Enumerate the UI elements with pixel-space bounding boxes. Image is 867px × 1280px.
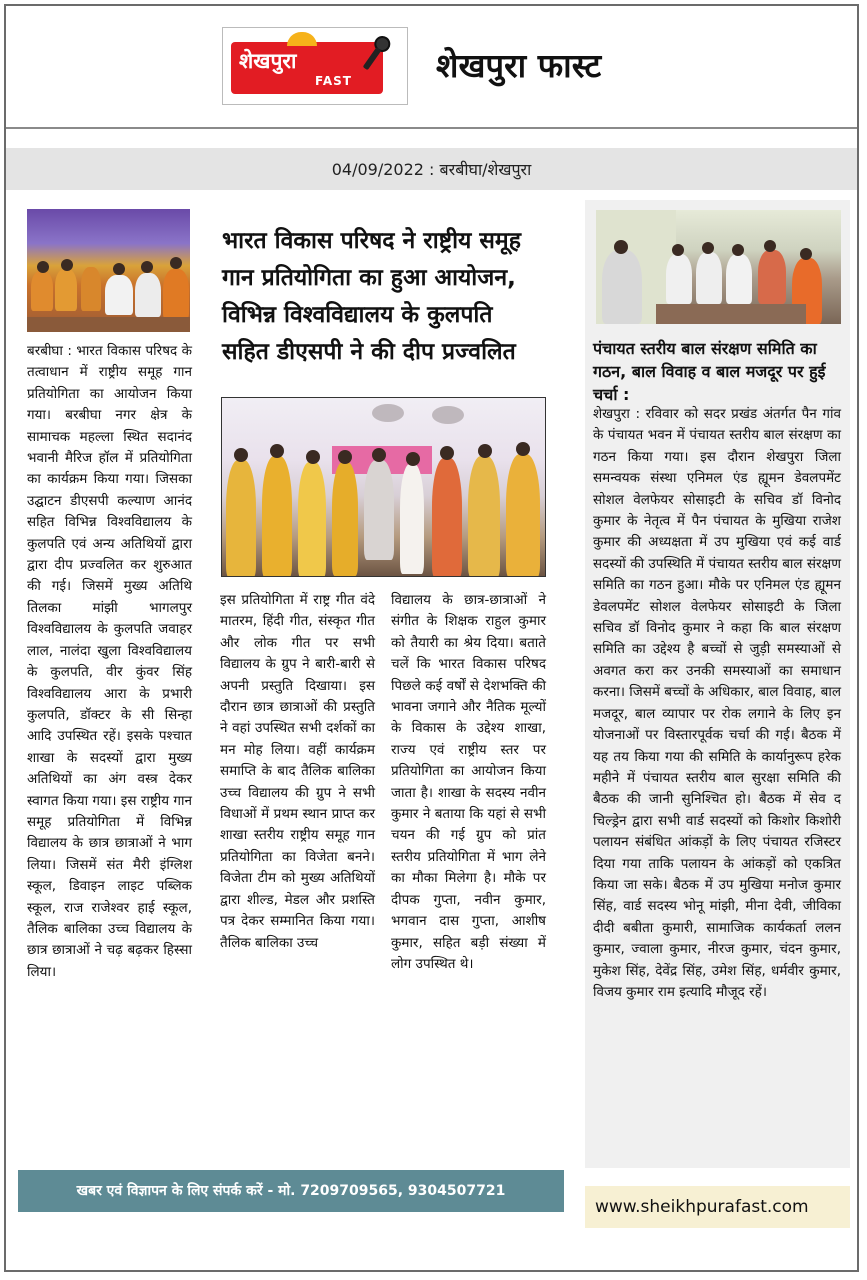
sun-icon (287, 32, 317, 46)
website-link[interactable]: www.sheikhpurafast.com (595, 1197, 809, 1217)
left-article-body: बरबीघा : भारत विकास परिषद के तत्वाधान में राष्ट्रीय समूह गान प्रतियोगिता का आयोजन किया गया। बरबीघा नगर क्षेत्र के सामाचक महल्ला स्थित सदानंद भवानी मैरिज हॉल में प्रतियोगिता का कार्यक्रम किया गया। जिसका उद्घाटन डीएसपी कल्याण आनंद सहित विभिन्न विश्वविद्यालय के कुलपति एवं अन्य अतिथियों द्वारा द्वारा दीप प्रज्वलित कर शुरुआत की गई। जिसमें मुख्य अतिथि तिलका मांझी भागलपुर विश्वविद्यालय के कुलपति जवाहर लाल, नालंदा खुला विश्वविद्यालय के कुलपति, वीर कुंवर सिंह विश्वविद्यालय आरा के प्रभारी कुलपति, डॉक्टर के सी सिन्हा आदि उपस्थित रहें। इसके पश्चात शाखा के सदस्यों द्वारा मुख्य अतिथियों का अंग वस्त्र देकर स्वागत किया गया। इस राष्ट्रीय गान समूह प्रतियोगिता में विभिन्न विद्यालय के छात्र छात्राओं ने भाग लिया। जिसमें संत मैरी इंग्लिश स्कूल, डिवाइन लाइट पब्लिक स्कूल, राज राजेश्वर हाई स्कूल, तैलिक बालिका उच्च विद्यालय के छात्र छात्राओं ने चढ़ बढ़कर हिस्सा लिया। (27, 343, 192, 980)
main-article-column-1: इस प्रतियोगिता में राष्ट्र गीत वंदे मातरम, हिंदी गीत, संस्कृत गीत और लोक गीत पर सभी विद्यालय के ग्रुप ने बारी-बारी से अपनी प्रस्तुति दिखाया। इस दौरान छात्र छात्राओं की प्रस्तुति ने वहां उपस्थित सभी दर्शकों का मन मोह लिया। वहीं कार्यक्रम समाप्ति के बाद तैलिक बालिका उच्च विद्यालय की ग्रुप ने सभी विधाओं में प्रथम स्थान प्राप्त कर शाखा स्तरीय राष्ट्रीय समूह गान प्रतियोगिता का विजेता बनने। विजेता टीम को मुख्य अतिथियों द्वारा शील्ड, मेडल और प्रशस्ति पत्र देकर सम्मानित किया गया। तैलिक बालिका उच्च (220, 592, 375, 951)
right-article-photo (596, 210, 841, 324)
masthead-divider (6, 127, 857, 129)
main-article-column-2: विद्यालय के छात्र-छात्राओं ने संगीत के शिक्षक राहुल कुमार को तैयारी का श्रेय दिया। बताते चलें कि भारत विकास परिषद पिछले कई वर्षों से देशभक्ति की भावना जगाने और नैतिक मूल्यों के विकास के उद्देश्य शाखा, राज्य एवं राष्ट्रीय स्तर पर प्रतियोगिता का आयोजन किया जाता है। शाखा के सदस्य नवीन कुमार ने बताया कि यहां से सभी चयन की गई ग्रुप को प्रांत स्तरीय प्रतियोगिता में भाग लेने का मौका मिलेगा है। मौके पर दीपक गुप्ता, नवीन कुमार, भगवान दास गुप्ता, आशीष कुमार, सहित बड़ी संख्या में लोग उपस्थित थे। (391, 592, 546, 972)
right-article-body: शेखपुरा : रविवार को सदर प्रखंड अंतर्गत पैन गांव के पंचायत भवन में पंचायत स्तरीय बाल संरक्षण का गठन किया गया। इस दौरान शेखपुरा जिला समन्वयक संस्था एनिमल एंड ह्यूमन डेवलपमेंट सोशल वेलफेयर सोसाइटी के सचिव डॉ विनोद कुमार के नेतृत्व में पैन पंचायत के मुखिया राजेश कुमार की अध्यक्षता में उप मुखिया एवं कई वार्ड सदस्यों की उपस्थिति में पंचायत स्तरीय बाल संरक्षण समिति का गठन हुआ। मौके पर एनिमल एंड ह्यूमन डेवलपमेंट सोशल वेलफेयर सोसाइटी के जिला सचिव डॉ विनोद कुमार ने कहा कि बाल संरक्षण समिति का उद्देश्य है बच्चों से जुड़ी समस्याओं से अवगत करा कर उनकी समस्याओं का समाधान करना। जिसमें बच्चों के अधिकार, बाल विवाह, बाल मजदूर, बाल व्यापार पर रोक लगाने के लिए इन योजनाओं पर विस्तारपूर्वक चर्चा की गई। बैठक में यह तय किया गया की समिति के कार्यानुरूप हरेक महीने में पंचायत स्तरीय बाल सुरक्षा समिति की बैठक की जानी सुनिश्चित हो। बैठक में सेव द चिल्ड्रेन द्वारा सभी वार्ड सदस्यों को किशोर किशोरी पलायन संबंधित आंकड़ों के लिए पंचायत रजिस्टर दिया गया ताकि पलायन के आंकड़ों को एकत्रित किया जा सके। बैठक में उप मुखिया मनोज कुमार सिंह, वार्ड सदस्य भोनू मांझी, मीना देवी, जीविका दीदी बबीता कुमारी, सामाजिक कार्यकर्ता ललन कुमार, ज्वाला कुमार, नीरज कुमार, चंदन कुमार, मुकेश सिंह, देवेंद्र सिंह, उमेश सिंह, धर्मवीर कुमार, विजय कुमार राम इत्यादि मौजूद रहें। (593, 406, 841, 1000)
left-article-photo (27, 209, 190, 332)
main-headline: भारत विकास परिषद ने राष्ट्रीय समूह गान प्रतियोगिता का हुआ आयोजन, विभिन्न विश्वविद्यालय के कुलपति सहित डीएसपी ने की दीप प्रज्वलित (222, 228, 521, 365)
contact-band (18, 1170, 564, 1212)
website-band (585, 1186, 850, 1228)
main-article-photo (221, 397, 546, 577)
contact-text: खबर एवं विज्ञापन के लिए संपर्क करें - मो. 7209709565, 9304507721 (76, 1183, 506, 1199)
logo-subtext: FAST (315, 74, 352, 88)
logo-text: शेखपुरा (239, 49, 297, 73)
brand-logo[interactable] (222, 27, 408, 105)
dateline-band (6, 148, 857, 190)
right-article-headline: पंचायत स्तरीय बाल संरक्षण समिति का गठन, बाल विवाह व बाल मजदूर पर हुई चर्चा : (593, 339, 826, 404)
site-title: शेखपुरा फास्ट (436, 46, 602, 85)
dateline: 04/09/2022 : बरबीघा/शेखपुरा (331, 160, 532, 179)
